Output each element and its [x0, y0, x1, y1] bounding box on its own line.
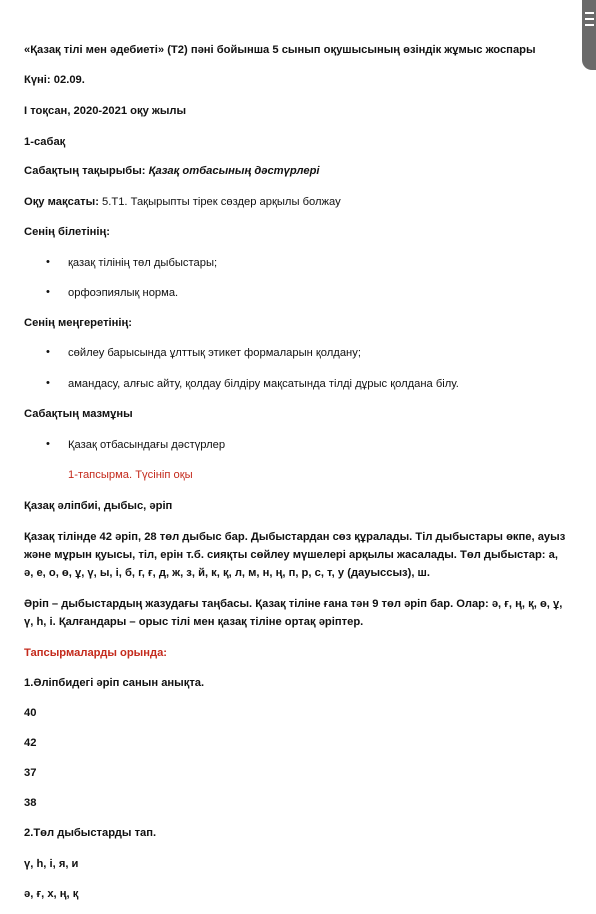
paragraph-line: және мұрын қуысы, тіл, ерін т.б. сияқты сөйлеу мүшелері арқылы жасалады. Төл дыбыстар: а,	[24, 549, 558, 561]
answer-option: ү, һ, і, я, и	[24, 858, 79, 870]
page-corner-tab	[582, 0, 596, 70]
question-2: 2.Төл дыбыстарды тап.	[24, 827, 157, 839]
answer-option: ә, ғ, х, ң, қ	[24, 888, 79, 900]
task-1-label: 1-тапсырма. Түсініп оқы	[68, 469, 193, 481]
know-heading: Сенің білетінің:	[24, 226, 111, 238]
paragraph-line: Қазақ тілінде 42 әріп, 28 төл дыбыс бар. Дыбыстардан сөз құралады. Тіл дыбыстары өкпе, ауыз	[24, 531, 566, 543]
date-value: 02.09.	[53, 74, 85, 86]
goal-value: 5.Т1. Тақырыпты тірек сөздер арқылы болжау	[102, 196, 341, 208]
list-item-text: сөйлеу барысында ұлттық этикет формаларын қолдану;	[68, 347, 361, 359]
date-label: Күні:	[24, 74, 51, 86]
answer-option: 37	[24, 767, 37, 779]
bullet-glyph: •	[46, 438, 50, 450]
bullet-glyph: •	[46, 346, 50, 358]
question-1: 1.Әліпбидегі әріп санын анықта.	[24, 677, 205, 689]
tasks-heading: Тапсырмаларды орында:	[24, 647, 168, 659]
content-heading: Сабақтың мазмұны	[24, 408, 133, 420]
goal-label: Оқу мақсаты:	[24, 196, 99, 208]
master-heading: Сенің меңгеретінің:	[24, 317, 133, 329]
list-item-text: қазақ тілінің төл дыбыстары;	[68, 257, 218, 269]
list-item-text: Қазақ отбасындағы дәстүрлер	[68, 439, 226, 451]
bullet-glyph: •	[46, 377, 50, 389]
bullet-glyph: •	[46, 256, 50, 268]
section-title: Қазақ әліпбиі, дыбыс, әріп	[24, 500, 173, 512]
topic-line	[24, 164, 320, 178]
bullet-glyph: •	[46, 286, 50, 298]
topic-value: Қазақ отбасының дәстүрлері	[148, 165, 320, 177]
goal-line	[24, 195, 341, 209]
answer-option: 38	[24, 797, 37, 809]
answer-option: 40	[24, 707, 37, 719]
term-line: І тоқсан, 2020-2021 оқу жылы	[24, 105, 187, 117]
paragraph-line: ә, е, о, ө, ұ, ү, ы, і, б, г, ғ, д, ж, з, й, к, қ, л, м, н, ң, п, р, с, т, у (дауыссыз), ш.	[24, 567, 430, 579]
lesson-number: 1-сабақ	[24, 136, 66, 148]
topic-label: Сабақтың тақырыбы:	[24, 165, 146, 177]
paragraph-line: ү, һ, і. Қалғандары – орыс тілі мен қазақ тіліне ортақ әріптер.	[24, 616, 364, 628]
answer-option: 42	[24, 737, 37, 749]
paragraph-line: Әріп – дыбыстардың жазудағы таңбасы. Қазақ тіліне ғана тән 9 төл әріп бар. Олар: ә, ғ, ң, қ, ө, ұ,	[24, 598, 563, 610]
list-item-text: амандасу, алғыс айту, қолдау білдіру мақсатында тілді дұрыс қолдана білу.	[68, 378, 459, 390]
list-item-text: орфоэпиялық норма.	[68, 287, 179, 299]
document-title: «Қазақ тілі мен әдебиеті» (Т2) пәні бойынша 5 сынып оқушысының өзіндік жұмыс жоспары	[24, 44, 536, 56]
date-line	[24, 73, 85, 87]
